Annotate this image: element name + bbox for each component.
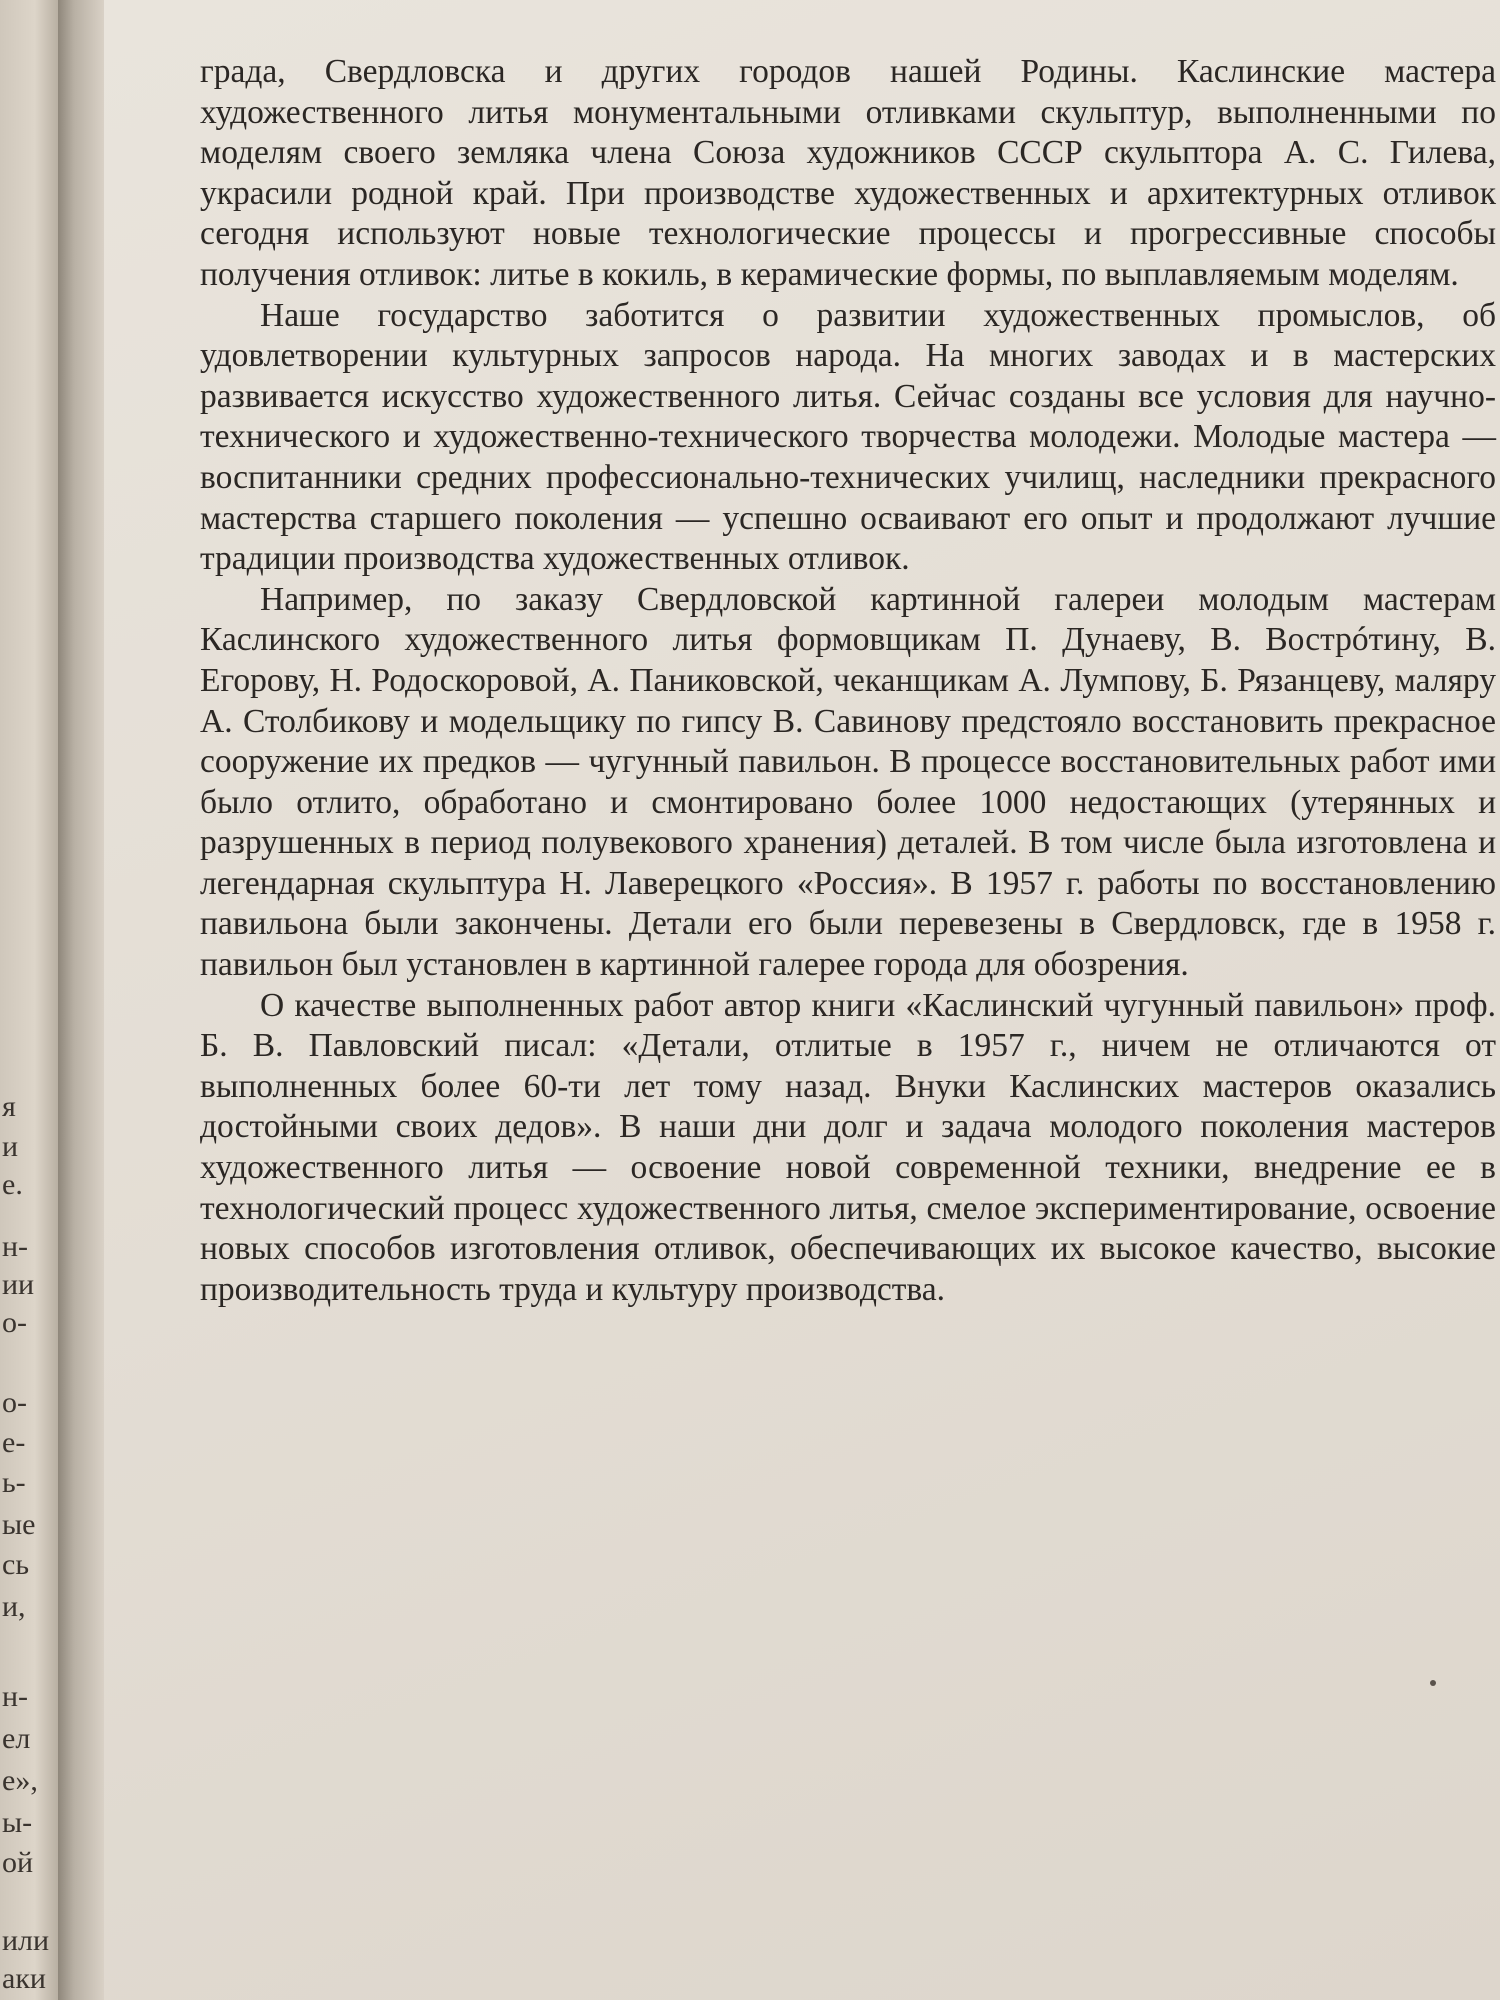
left-page-fragment: ь- (2, 1466, 26, 1499)
left-page-fragment: е. (2, 1168, 23, 1201)
left-page-edge (0, 0, 58, 2000)
left-page-fragment: и, (2, 1590, 26, 1623)
left-page-fragment: ии (2, 1268, 35, 1301)
left-page-fragment: ой (2, 1846, 34, 1879)
left-page-fragment: аки (2, 1962, 46, 1995)
left-page-fragment: или (2, 1924, 50, 1957)
left-page-fragment: н- (2, 1230, 29, 1263)
paragraph-4: О качестве выполненных работ автор книги «Каслинский чугунный павильон» проф. Б. В. Павловский писал: «Детали, отлитые в 1957 г., ничем не отличаются от выполненных более 60-ти лет тому назад. Внуки Каслинских мастеров оказались достойными своих дедов». В наши дни долг и задача молодого поколения мастеров художественного литья — освоение новой современной техники, внедрение ее в технологический процесс художественного литья, смелое экспериментирование, освоение новых способов изготовления отливок, обеспечивающих их высокое качество, высокие производительность труда и культуру производства. (200, 986, 1496, 1308)
paper-speck (1430, 1680, 1436, 1686)
left-page-fragment: и (2, 1130, 19, 1163)
left-page-fragment: о- (2, 1386, 27, 1419)
book-gutter (58, 0, 104, 2000)
left-page-fragment: н- (2, 1680, 29, 1713)
paragraph-2: Наше государство заботится о развитии художественных промыслов, об удовлетворении культурных запросов народа. На многих заводах и в мастерских развивается искусство художественного литья. Сейчас созданы все условия для научно-технического и художественно-технического творчества молодежи. Молодые мастера — воспитанники средних профессионально-технических училищ, наследники прекрасного мастерства старшего поколения — успешно осваивают его опыт и продолжают лучшие традиции производства художественных отливок. (200, 296, 1496, 578)
left-page-fragment: о- (2, 1306, 27, 1339)
left-page-fragment: ые (2, 1508, 36, 1541)
left-page-fragment: ы- (2, 1806, 33, 1839)
left-page-fragment: ел (2, 1722, 31, 1755)
left-page-fragment: сь (2, 1548, 29, 1581)
left-page-fragment: е- (2, 1426, 26, 1459)
paragraph-3: Например, по заказу Свердловской картинной галереи молодым мастерам Каслинского художественного литья формовщикам П. Дунаеву, В. Вострóтину, В. Егорову, Н. Родоскоровой, А. Паниковской, чеканщикам А. Лумпову, Б. Рязанцеву, маляру А. Столбикову и модельщику по гипсу В. Савинову предстояло восстановить прекрасное сооружение их предков — чугунный павильон. В процессе восстановительных работ ими было отлито, обработано и смонтировано более 1000 недостающих (утерянных и разрушенных в период полувекового хранения) деталей. В том числе была изготовлена и легендарная скульптура Н. Лаверецкого «Россия». В 1957 г. работы по восстановлению павильона были закончены. Детали его были перевезены в Свердловск, где в 1958 г. павильон был установлен в картинной галерее города для обозрения. (200, 580, 1496, 984)
left-page-fragment: я (2, 1090, 16, 1123)
paragraph-1: града, Свердловска и других городов нашей Родины. Каслинские мастера художественного литья монументальными отливками скульптур, выполненными по моделям своего земляка члена Союза художников СССР скульптора А. С. Гилева, украсили родной край. При производстве художественных и архитектурных отливок сегодня используют новые технологические процессы и прогрессивные способы получения отливок: литье в кокиль, в керамические формы, по выплавляемым моделям. (200, 53, 1496, 293)
right-page (104, 0, 1500, 2000)
left-page-fragment: е», (2, 1764, 38, 1797)
body-text (200, 52, 1496, 1310)
